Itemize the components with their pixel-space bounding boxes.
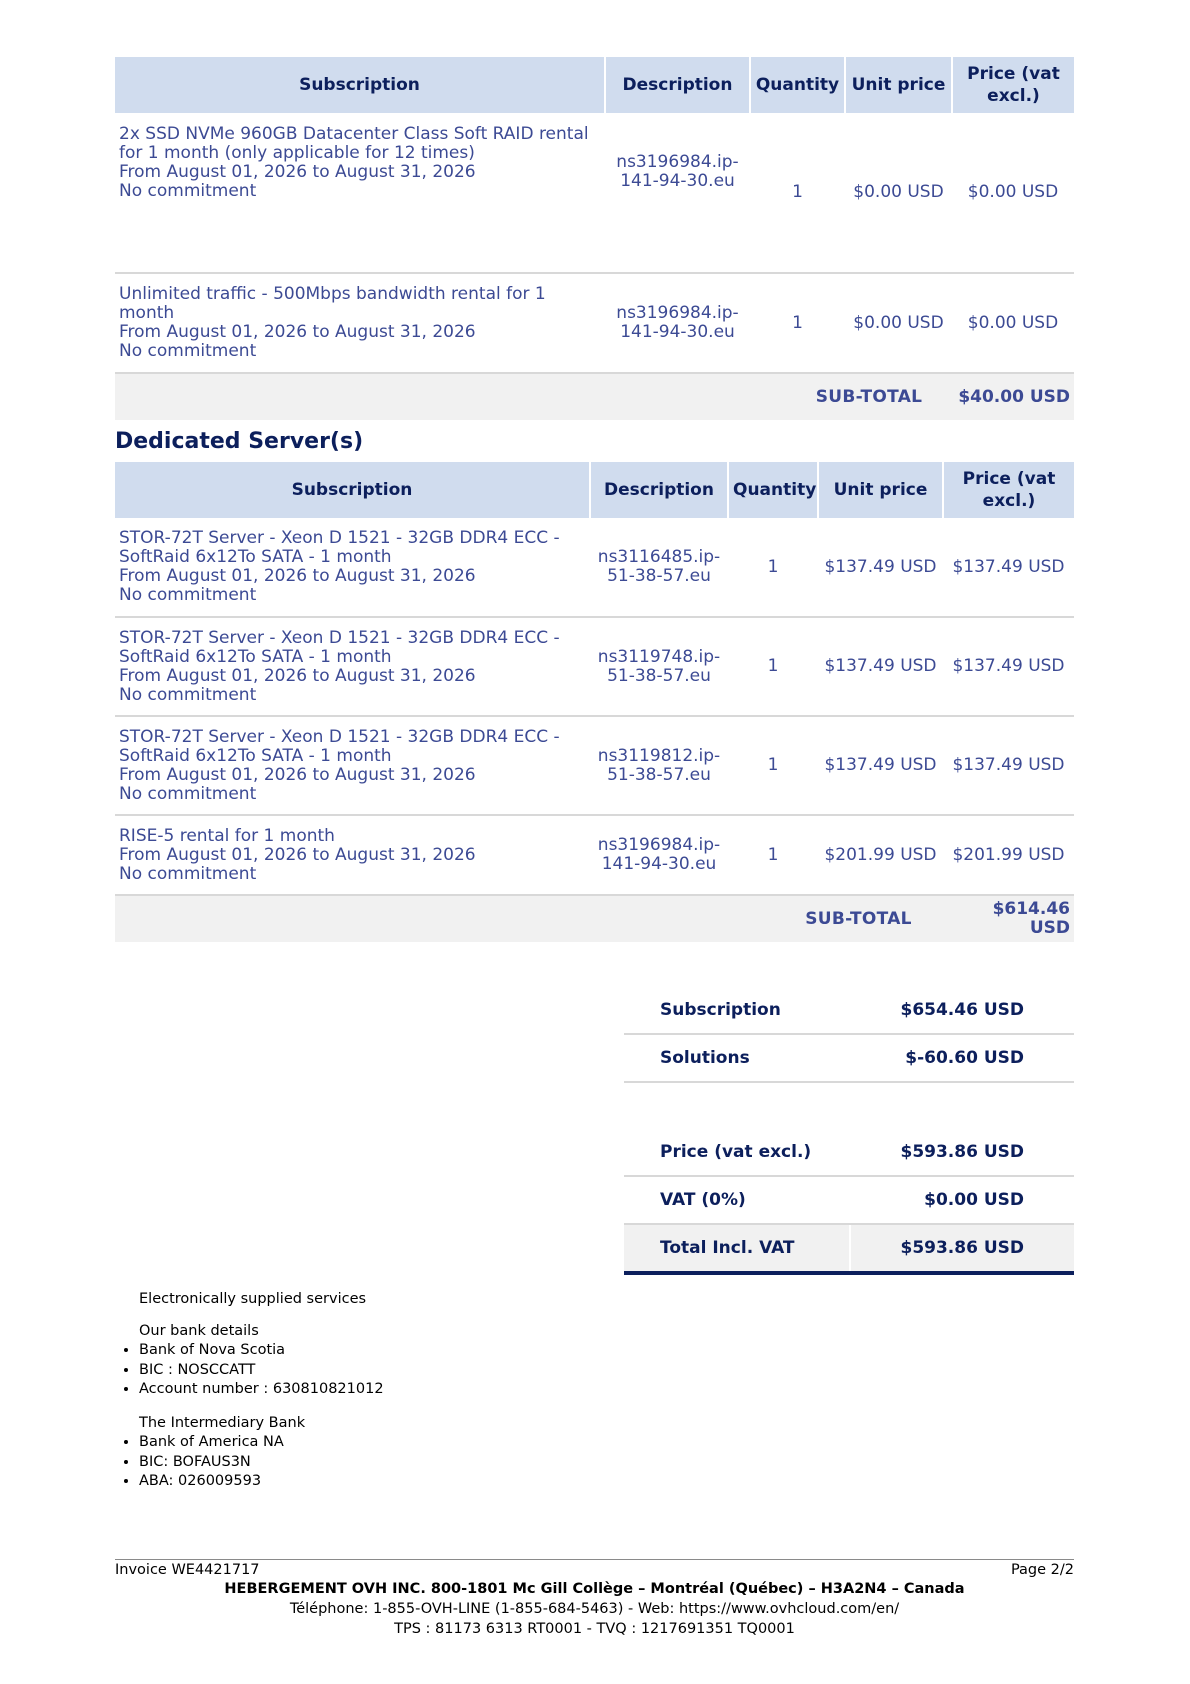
table-row — [115, 617, 1074, 716]
description-cell: ns3119812.ip-51-38-57.eu — [590, 716, 728, 815]
description-cell: ns3119748.ip-51-38-57.eu — [590, 617, 728, 716]
totals-label: Total Incl. VAT — [624, 1224, 850, 1273]
subscription-line: Unlimited traffic - 500Mbps bandwidth rental for 1 — [119, 284, 546, 304]
totals-row-subscription — [624, 987, 1074, 1034]
subscription-line: SoftRaid 6x12To SATA - 1 month — [119, 646, 392, 667]
list-item: • Bank of Nova Scotia — [139, 1341, 384, 1361]
description-cell: ns3196984.ip-141-94-30.eu — [590, 815, 728, 895]
description-cell: ns3196984.ip-141-94-30.eu — [605, 113, 750, 273]
subscription-line: No commitment — [119, 783, 257, 804]
subtotal-row — [115, 373, 1074, 420]
table-row — [115, 716, 1074, 815]
totals-label: Solutions — [624, 1034, 850, 1082]
list-item: • BIC : NOSCCATT — [139, 1361, 384, 1381]
company-address: HEBERGEMENT OVH INC. 800-1801 Mc Gill Collège – Montréal (Québec) – H3A2N4 – Canada — [224, 1581, 965, 1597]
subscription-cell — [115, 617, 590, 716]
invoice-page — [115, 57, 1074, 942]
price-cell: $137.49 USD — [943, 518, 1074, 617]
subscription-line: SoftRaid 6x12To SATA - 1 month — [119, 547, 392, 567]
services-note: Electronically supplied services — [139, 1291, 367, 1307]
totals-value: $593.86 USD — [850, 1224, 1074, 1273]
subscription-table-2 — [115, 462, 1074, 942]
subscription-cell — [115, 518, 590, 617]
totals-row-total — [624, 1224, 1074, 1273]
invoice-number: Invoice WE4421717 — [115, 1562, 260, 1578]
subscription-line: From August 01, 2026 to August 31, 2026 — [119, 566, 476, 586]
totals-row-vat — [624, 1176, 1074, 1224]
header-quantity: Quantity — [728, 462, 818, 518]
list-item: • ABA: 026009593 — [139, 1472, 384, 1492]
totals-label: Subscription — [624, 987, 850, 1034]
header-description: Description — [590, 462, 728, 518]
totals-row-price-excl — [624, 1129, 1074, 1176]
description-cell: ns3196984.ip-141-94-30.eu — [605, 273, 750, 373]
totals-row-solutions — [624, 1034, 1074, 1082]
table-header-row — [115, 57, 1074, 113]
header-description: Description — [605, 57, 750, 113]
subscription-line: STOR-72T Server - Xeon D 1521 - 32GB DDR4 ECC - — [119, 627, 560, 648]
payment-notes — [115, 1290, 384, 1506]
table-row — [115, 113, 1074, 273]
price-cell: $0.00 USD — [952, 273, 1074, 373]
list-item: • Account number : 630810821012 — [139, 1380, 384, 1400]
unit-price-cell: $201.99 USD — [818, 815, 943, 895]
subscription-line: From August 01, 2026 to August 31, 2026 — [119, 665, 476, 686]
subscription-line: RISE-5 rental for 1 month — [119, 825, 335, 846]
list-item: • BIC: BOFAUS3N — [139, 1453, 384, 1473]
subscription-line: No commitment — [119, 863, 257, 884]
subscription-line: month — [119, 303, 175, 323]
subtotal-value: $40.00 USD — [952, 373, 1074, 420]
subscription-cell — [115, 815, 590, 895]
quantity-cell: 1 — [750, 273, 845, 373]
subscription-line: From August 01, 2026 to August 31, 2026 — [119, 764, 476, 785]
intermediary-heading: The Intermediary Bank — [139, 1414, 306, 1431]
bank-heading: Our bank details — [139, 1322, 259, 1339]
totals-value: $593.86 USD — [850, 1129, 1074, 1176]
unit-price-cell: $137.49 USD — [818, 518, 943, 617]
price-cell: $137.49 USD — [943, 617, 1074, 716]
price-cell: $0.00 USD — [952, 113, 1074, 273]
totals-label: Price (vat excl.) — [624, 1129, 850, 1176]
subscription-line: 2x SSD NVMe 960GB Datacenter Class Soft RAID rental — [119, 124, 589, 144]
subscription-line: No commitment — [119, 585, 257, 605]
page-number: Page 2/2 — [1010, 1562, 1074, 1578]
list-item: • Bank of America NA — [139, 1433, 384, 1453]
header-subscription: Subscription — [115, 57, 605, 113]
subtotal-value: $614.46 USD — [943, 895, 1074, 942]
bank-details-list — [115, 1341, 384, 1400]
subscription-line: No commitment — [119, 341, 257, 361]
subscription-line: for 1 month (only applicable for 12 times) — [119, 143, 475, 163]
intermediary-bank-list — [115, 1433, 384, 1492]
unit-price-cell: $0.00 USD — [845, 273, 952, 373]
header-subscription: Subscription — [115, 462, 590, 518]
page-footer — [115, 1559, 1074, 1639]
quantity-cell: 1 — [728, 815, 818, 895]
totals-value: $0.00 USD — [850, 1176, 1074, 1224]
totals-table-top — [624, 987, 1074, 1083]
table-header-row — [115, 462, 1074, 518]
header-unit-price: Unit price — [818, 462, 943, 518]
subscription-line: No commitment — [119, 684, 257, 705]
footer-row — [115, 1561, 1074, 1579]
subscription-line: STOR-72T Server - Xeon D 1521 - 32GB DDR4 ECC - — [119, 726, 560, 747]
subscription-line: From August 01, 2026 to August 31, 2026 — [119, 844, 476, 865]
subscription-cell — [115, 273, 605, 373]
quantity-cell: 1 — [728, 518, 818, 617]
unit-price-cell: $137.49 USD — [818, 617, 943, 716]
totals-label: VAT (0%) — [624, 1176, 850, 1224]
subscription-line: SoftRaid 6x12To SATA - 1 month — [119, 745, 392, 766]
header-price-vat-excl: Price (vat excl.) — [952, 57, 1074, 113]
subscription-line: STOR-72T Server - Xeon D 1521 - 32GB DDR4 ECC - — [119, 528, 560, 548]
unit-price-cell: $137.49 USD — [818, 716, 943, 815]
subscription-line: No commitment — [119, 181, 257, 201]
subscription-cell — [115, 716, 590, 815]
totals-value: $-60.60 USD — [850, 1034, 1074, 1082]
company-contact: Téléphone: 1-855-OVH-LINE (1-855-684-5463) - Web: https://www.ovhcloud.com/en/ — [289, 1601, 900, 1617]
subscription-line: From August 01, 2026 to August 31, 2026 — [119, 162, 476, 182]
price-cell: $137.49 USD — [943, 716, 1074, 815]
table-row — [115, 518, 1074, 617]
table-row — [115, 273, 1074, 373]
totals-table-bottom — [624, 1129, 1074, 1275]
quantity-cell: 1 — [750, 113, 845, 273]
header-unit-price: Unit price — [845, 57, 952, 113]
subscription-table-1 — [115, 57, 1074, 420]
section-title-dedicated-servers: Dedicated Server(s) — [115, 429, 364, 454]
table-row — [115, 815, 1074, 895]
quantity-cell: 1 — [728, 716, 818, 815]
subtotal-row — [115, 895, 1074, 942]
totals-value: $654.46 USD — [850, 987, 1074, 1034]
price-cell: $201.99 USD — [943, 815, 1074, 895]
subscription-line: From August 01, 2026 to August 31, 2026 — [119, 322, 476, 342]
header-price-vat-excl: Price (vat excl.) — [943, 462, 1074, 518]
subtotal-label: SUB-TOTAL — [750, 373, 952, 420]
quantity-cell: 1 — [728, 617, 818, 716]
subtotal-label: SUB-TOTAL — [728, 895, 943, 942]
tax-numbers: TPS : 81173 6313 RT0001 - TVQ : 1217691351 TQ0001 — [394, 1621, 795, 1637]
header-quantity: Quantity — [750, 57, 845, 113]
subscription-cell — [115, 113, 605, 273]
description-cell: ns3116485.ip-51-38-57.eu — [590, 518, 728, 617]
unit-price-cell: $0.00 USD — [845, 113, 952, 273]
